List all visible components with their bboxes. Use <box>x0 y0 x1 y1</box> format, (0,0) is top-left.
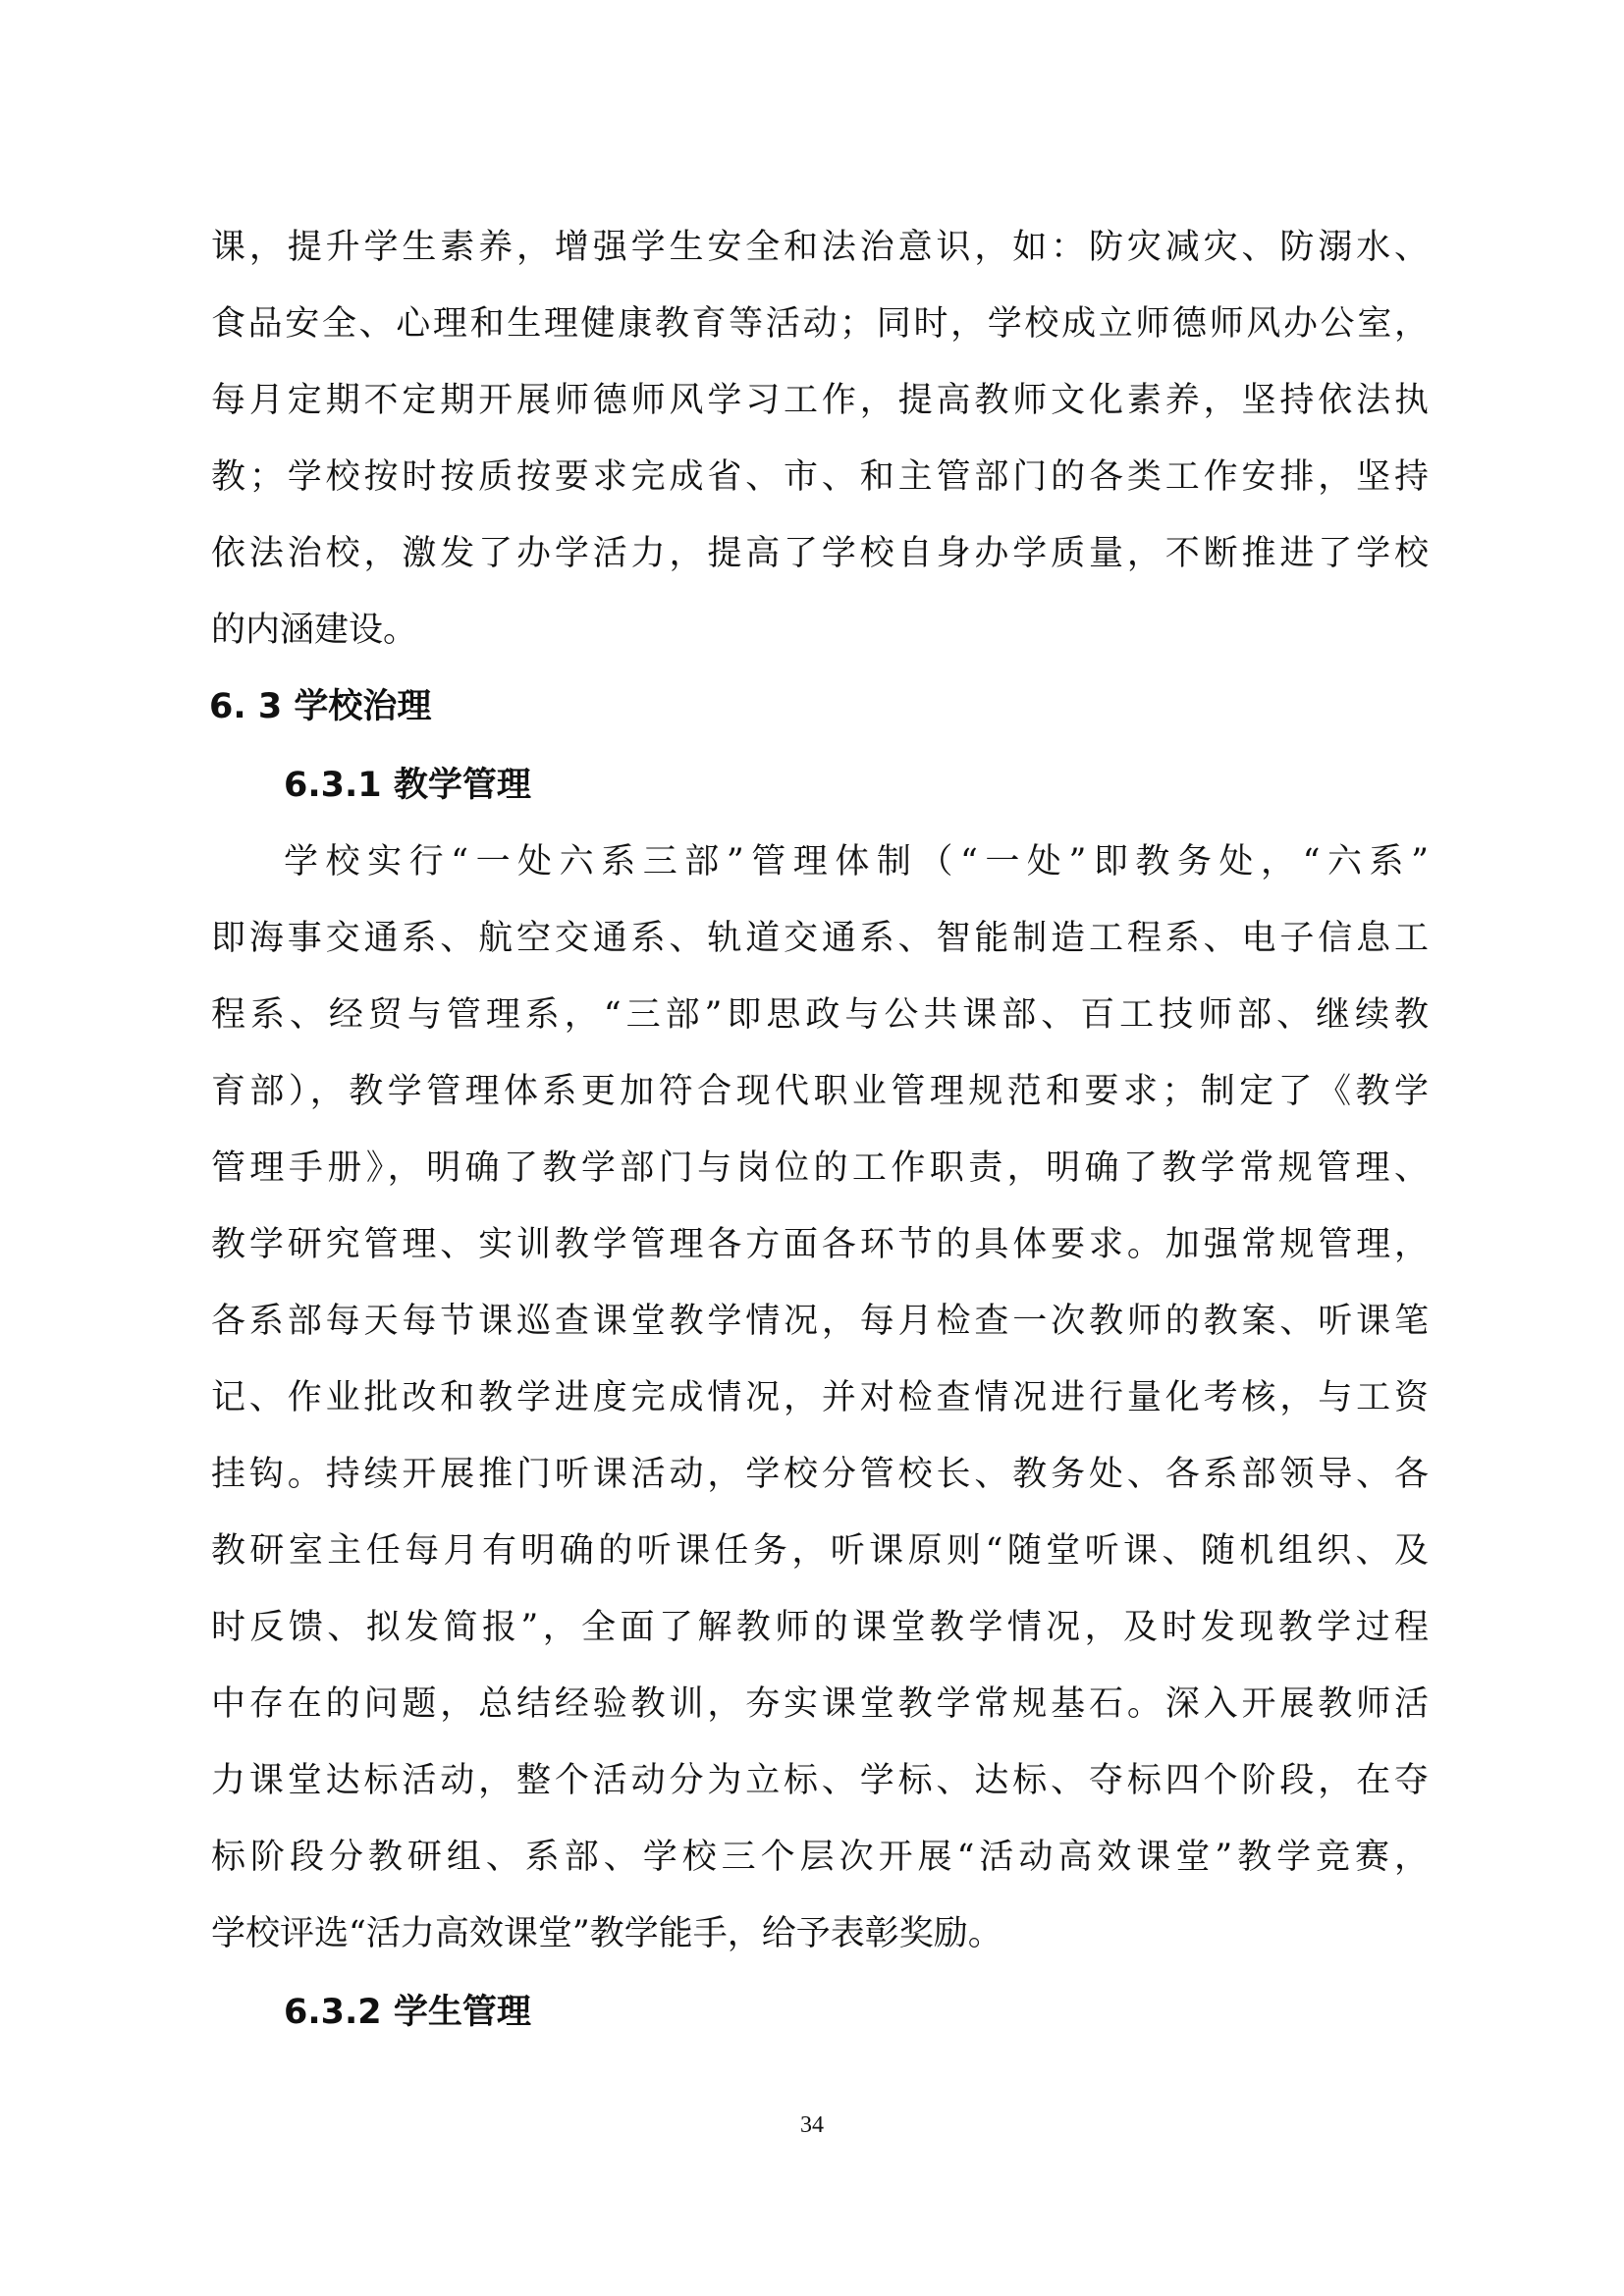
paragraph-line: 管理手册》，明确了教学部门与岗位的工作职责，明确了教学常规管理、 <box>211 1148 1429 1188</box>
page-number: 34 <box>800 2112 824 2138</box>
paragraph-line: 各系部每天每节课巡查课堂教学情况，每月检查一次教师的教案、听课笔 <box>211 1302 1429 1341</box>
paragraph-line: 的内涵建设。 <box>211 611 418 650</box>
paragraph-line: 教研室主任每月有明确的听课任务，听课原则“随堂听课、随机组织、及 <box>211 1531 1429 1571</box>
paragraph-line: 学校评选“活力高效课堂”教学能手，给予表彰奖励。 <box>211 1914 1002 1953</box>
paragraph-line: 标阶段分教研组、系部、学校三个层次开展“活动高效课堂”教学竞赛， <box>211 1838 1429 1877</box>
paragraph-line: 中存在的问题，总结经验教训，夯实课堂教学常规基石。深入开展教师活 <box>211 1684 1429 1724</box>
paragraph-line: 课，提升学生素养，增强学生安全和法治意识，如：防灾减灾、防溺水、 <box>211 228 1429 267</box>
paragraph-line: 记、作业批改和教学进度完成情况，并对检查情况进行量化考核，与工资 <box>211 1378 1429 1417</box>
paragraph-line: 教；学校按时按质按要求完成省、市、和主管部门的各类工作安排，坚持 <box>211 457 1429 497</box>
paragraph-line: 学校实行“一处六系三部”管理体制（“一处”即教务处，“六系” <box>284 842 1429 881</box>
paragraph-line: 每月定期不定期开展师德师风学习工作，提高教师文化素养，坚持依法执 <box>211 381 1429 420</box>
subsection-heading-6-3-1: 6.3.1 教学管理 <box>284 766 531 805</box>
paragraph-line: 育部），教学管理体系更加符合现代职业管理规范和要求；制定了《教学 <box>211 1072 1429 1111</box>
paragraph-line: 程系、经贸与管理系，“三部”即思政与公共课部、百工技师部、继续教 <box>211 995 1429 1035</box>
paragraph-line: 时反馈、拟发简报”，全面了解教师的课堂教学情况，及时发现教学过程 <box>211 1608 1429 1647</box>
paragraph-line: 教学研究管理、实训教学管理各方面各环节的具体要求。加强常规管理， <box>211 1225 1429 1264</box>
section-heading-6-3: 6. 3 学校治理 <box>209 687 432 726</box>
paragraph-line: 力课堂达标活动，整个活动分为立标、学标、达标、夺标四个阶段，在夺 <box>211 1761 1429 1800</box>
paragraph-line: 食品安全、心理和生理健康教育等活动；同时，学校成立师德师风办公室， <box>211 304 1429 344</box>
subsection-heading-6-3-2: 6.3.2 学生管理 <box>284 1993 531 2032</box>
paragraph-line: 依法治校，激发了办学活力，提高了学校自身办学质量，不断推进了学校 <box>211 534 1429 573</box>
paragraph-line: 即海事交通系、航空交通系、轨道交通系、智能制造工程系、电子信息工 <box>211 919 1429 958</box>
paragraph-line: 挂钩。持续开展推门听课活动，学校分管校长、教务处、各系部领导、各 <box>211 1455 1429 1494</box>
